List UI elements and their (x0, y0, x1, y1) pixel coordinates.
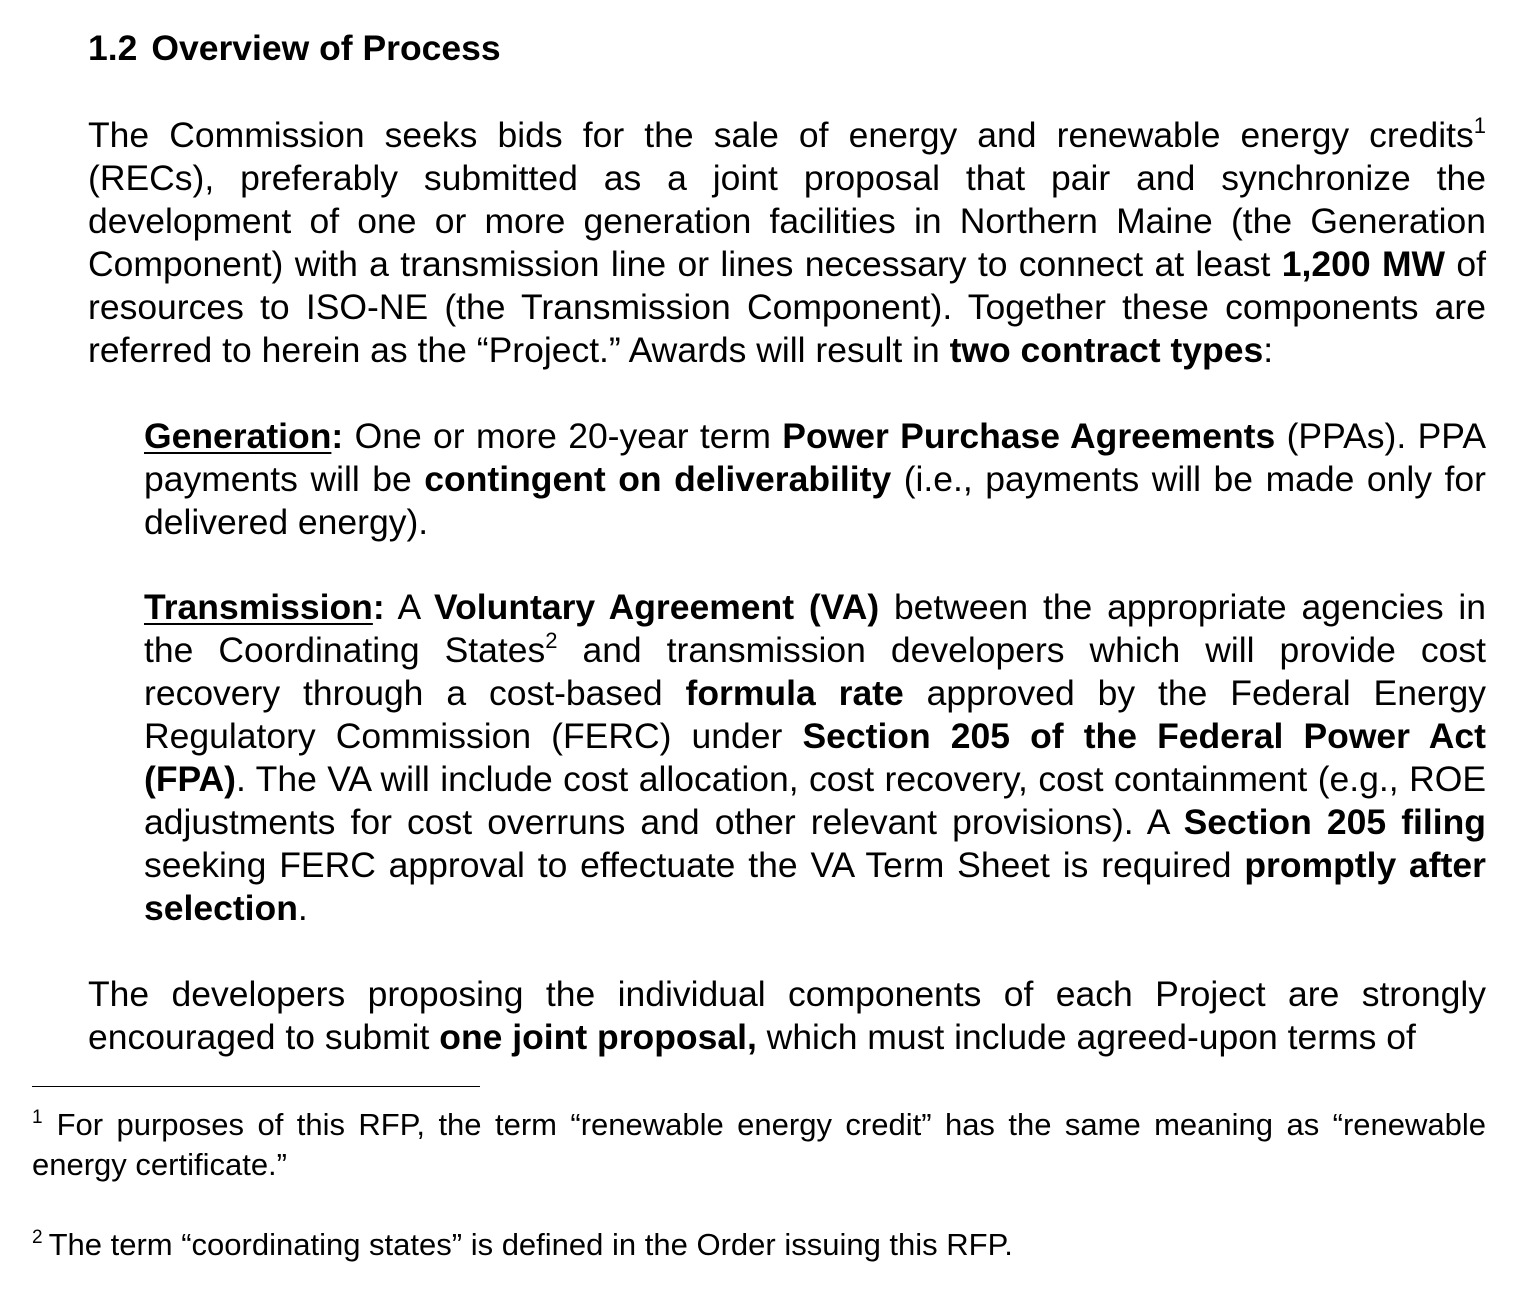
transmission-text-3: and transmission developers which will provide cost recovery through a cost-based (144, 630, 1486, 713)
footnote-ref-1[interactable]: 1 (1473, 113, 1486, 138)
transmission-text-6: seeking FERC approval to effectuate the VA Term Sheet is required (144, 845, 1245, 885)
generation-paragraph (144, 415, 1486, 544)
footnote-2 (32, 1225, 1486, 1265)
contract-types-emphasis: two contract types (949, 330, 1264, 370)
transmission-text-7: . (297, 888, 308, 928)
capacity-emphasis: 1,200 MW (1281, 244, 1446, 284)
promptly-emphasis: promptly after selection (144, 845, 1486, 928)
intro-paragraph (88, 114, 1486, 372)
va-emphasis: Voluntary Agreement (VA) (434, 587, 880, 627)
generation-text-1: One or more 20-year term (343, 416, 783, 456)
transmission-text-1: A (384, 587, 435, 627)
deliverability-emphasis: contingent on deliverability (424, 459, 892, 499)
section-number: 1.2 (88, 28, 138, 68)
footnote-2-marker: 2 (32, 1227, 43, 1248)
intro-text-3: of resources to ISO-NE (the Transmission Component). Together these components are referred to herein as the “Project.” Awards will result in (88, 244, 1486, 370)
transmission-label: Transmission (144, 587, 373, 627)
transmission-paragraph (144, 586, 1486, 930)
intro-text-2: (RECs), preferably submitted as a joint proposal that pair and synchronize the development of one or more generation facilities in Northern Maine (the Generation Component) with a transmission line or lines necessary to connect at least (88, 158, 1486, 284)
fpa-section-emphasis: Section 205 of the Federal Power Act (FPA) (144, 716, 1486, 799)
footnote-separator (32, 1086, 480, 1087)
transmission-colon: : (372, 587, 385, 627)
section-205-filing-emphasis: Section 205 filing (1183, 802, 1486, 842)
transmission-text-4: approved by the Federal Energy Regulatory Commission (FERC) under (144, 673, 1487, 756)
footnote-1-text: For purposes of this RFP, the term “renewable energy credit” has the same meaning as “renewable energy certificate.” (32, 1107, 1486, 1182)
generation-label-wrap (144, 416, 343, 456)
generation-colon: : (331, 416, 344, 456)
closing-paragraph (88, 973, 1486, 1059)
generation-text-2: (PPAs). PPA payments will be (144, 416, 1486, 499)
footnote-2-text: The term “coordinating states” is defined in the Order issuing this RFP. (48, 1227, 1013, 1262)
transmission-text-2: between the appropriate agencies in the Coordinating States (144, 587, 1486, 670)
footnote-1 (32, 1105, 1486, 1185)
intro-text-1: The Commission seeks bids for the sale of energy and renewable energy credits (88, 115, 1474, 155)
transmission-label-wrap (144, 587, 385, 627)
section-heading (88, 27, 501, 70)
section-title: Overview of Process (151, 28, 501, 68)
generation-text-3: (i.e., payments will be made only for delivered energy). (144, 459, 1486, 542)
intro-text-4: : (1263, 330, 1274, 370)
generation-label: Generation (144, 416, 332, 456)
closing-text-1: The developers proposing the individual components of each Project are strongly encouraged to submit (88, 974, 1486, 1057)
footnote-ref-2[interactable]: 2 (545, 628, 558, 653)
footnote-1-marker: 1 (32, 1107, 43, 1128)
formula-rate-emphasis: formula rate (685, 673, 904, 713)
joint-proposal-emphasis: one joint proposal, (439, 1017, 757, 1057)
transmission-text-5: . The VA will include cost allocation, cost recovery, cost containment (e.g., ROE adjustments for cost overruns and other relevant provisions). A (144, 759, 1486, 842)
closing-text-2: which must include agreed-upon terms of (756, 1017, 1416, 1057)
ppa-emphasis: Power Purchase Agreements (782, 416, 1276, 456)
